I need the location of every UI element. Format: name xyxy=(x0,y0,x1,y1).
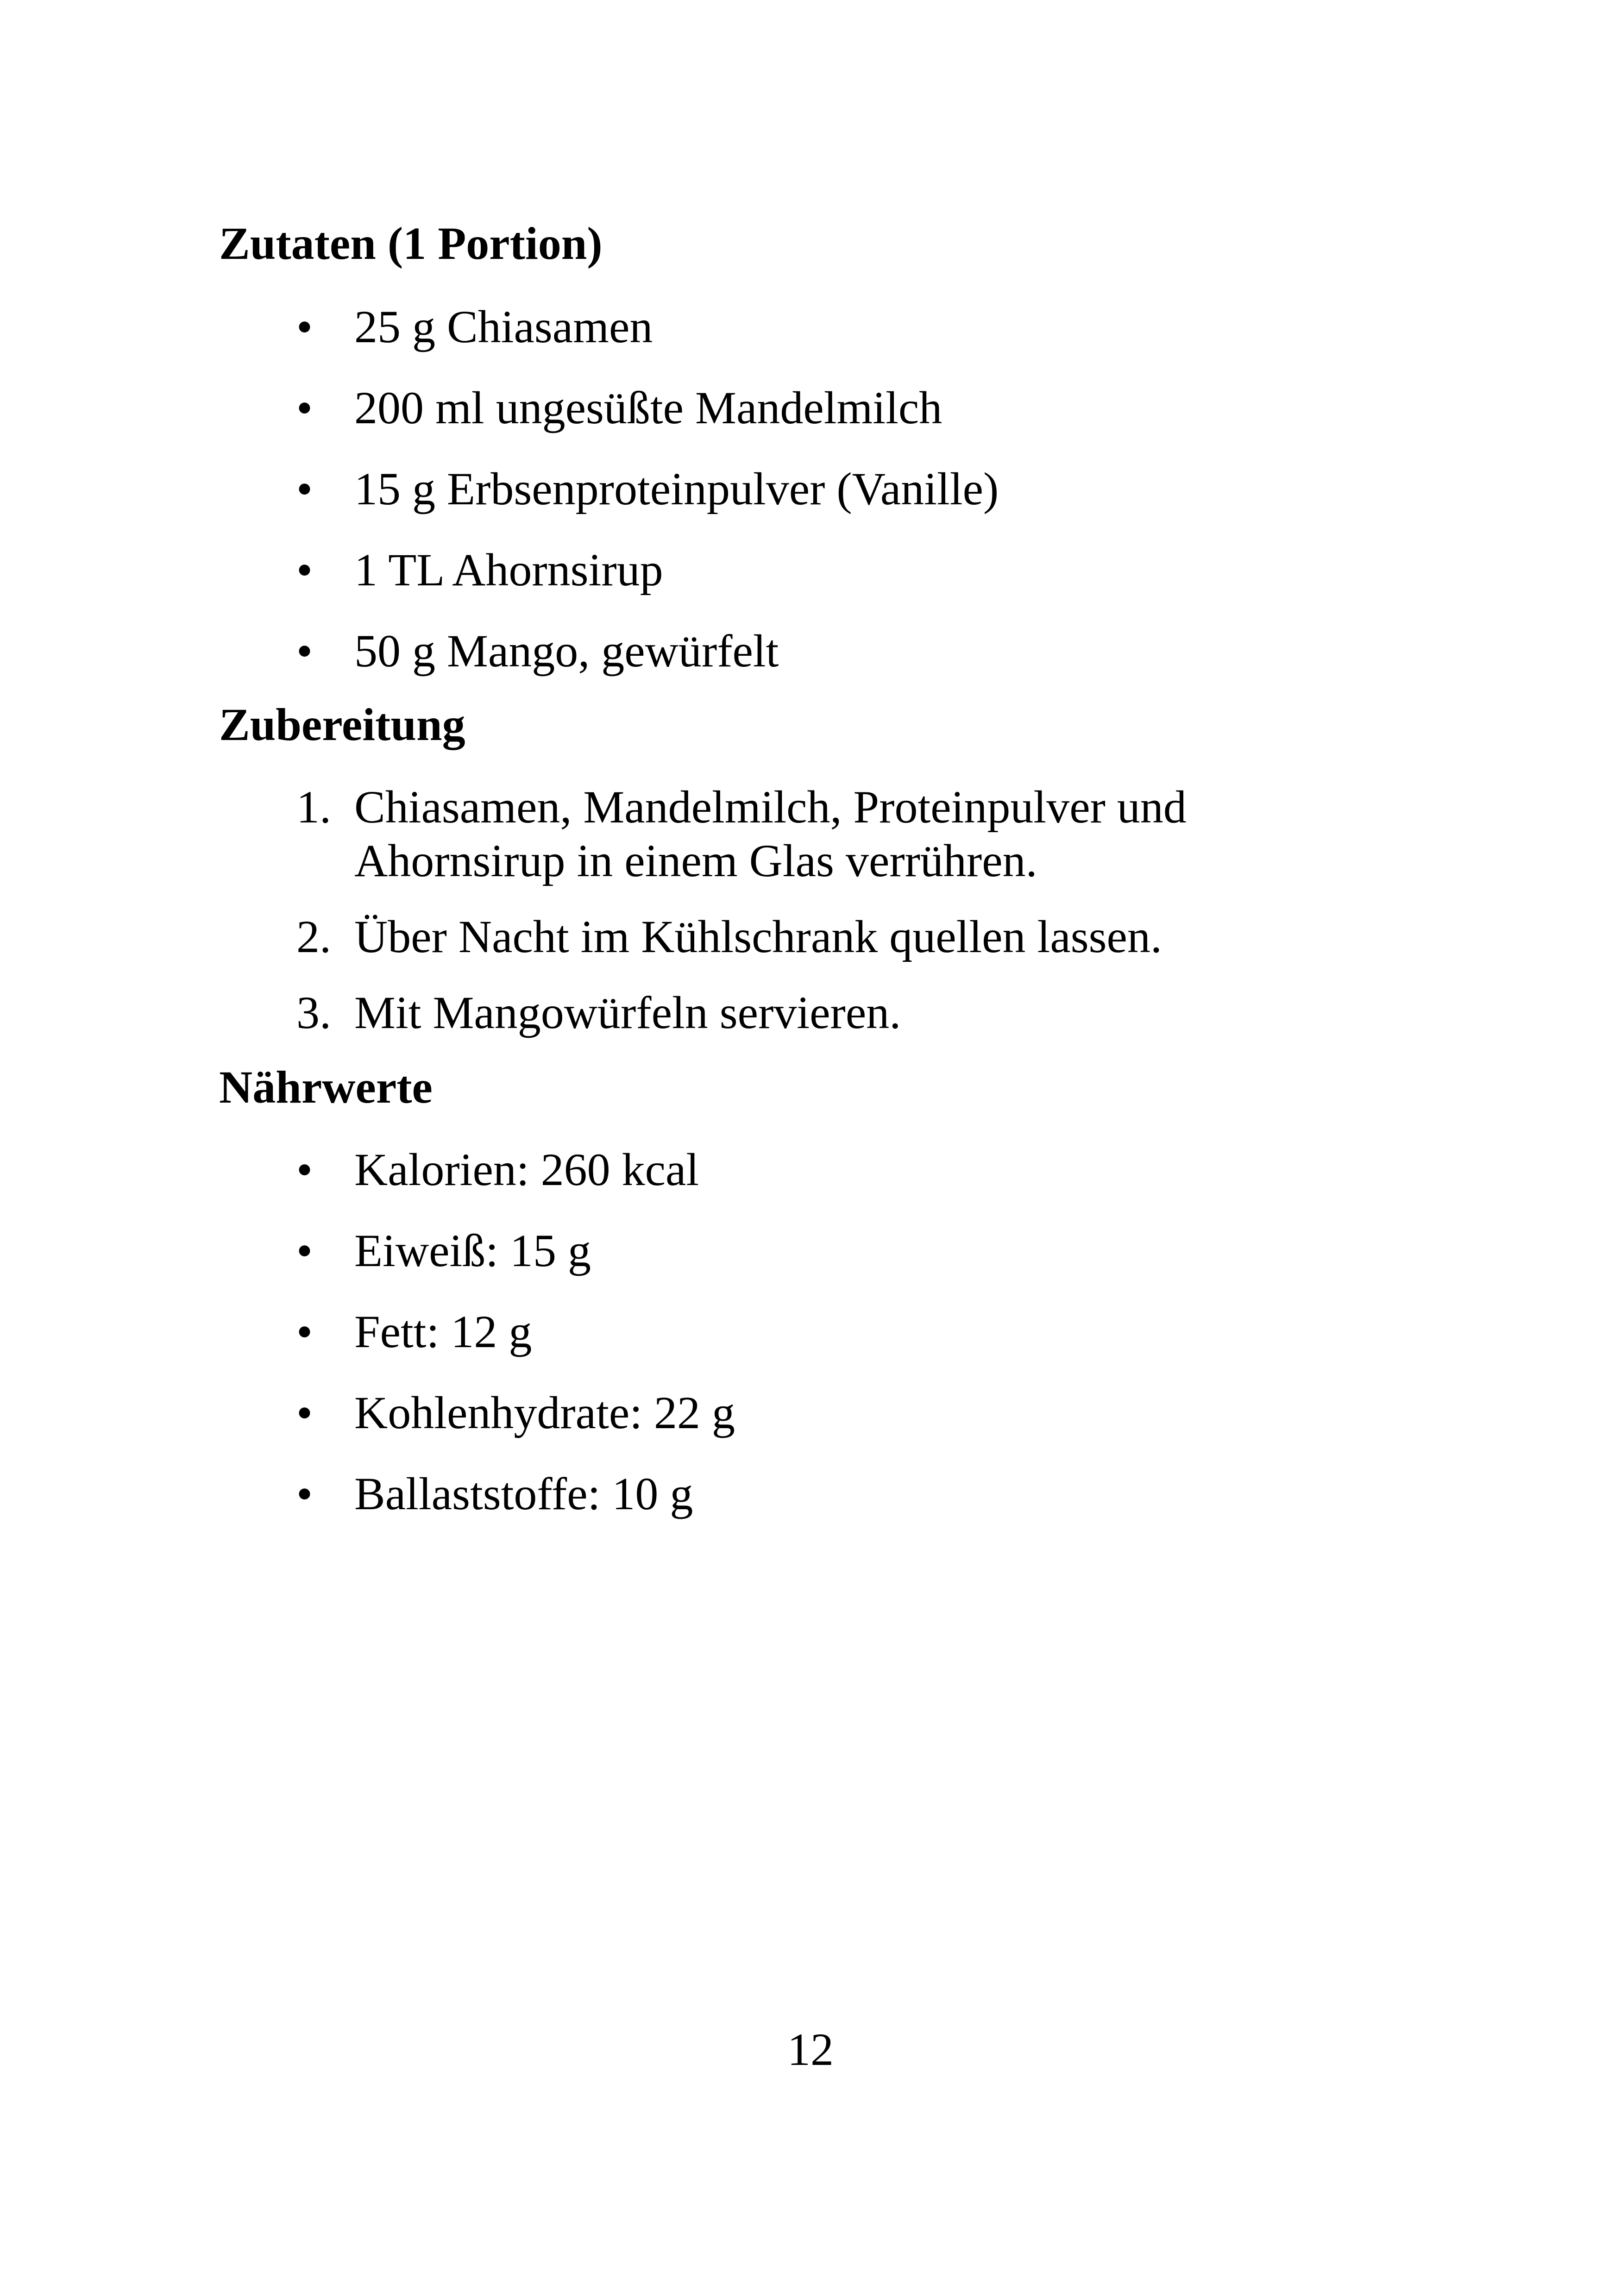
preparation-heading: Zubereitung xyxy=(219,699,465,750)
preparation-steps xyxy=(0,780,1327,1062)
list-item xyxy=(0,381,1327,462)
step-text: Über Nacht im Kühlschrank quellen lassen. xyxy=(354,911,1162,962)
bullet-icon: • xyxy=(296,1144,313,1195)
list-item xyxy=(0,1224,1327,1305)
ingredient-text: 1 TL Ahornsirup xyxy=(354,544,663,596)
list-item xyxy=(0,1305,1327,1386)
step-number: 1. xyxy=(296,781,331,833)
bullet-icon: • xyxy=(296,1225,313,1276)
list-item xyxy=(0,1143,1327,1224)
nutrition-heading: Nährwerte xyxy=(219,1061,433,1113)
list-item xyxy=(0,543,1327,624)
bullet-icon: • xyxy=(296,625,313,677)
ingredient-text: 50 g Mango, gewürfelt xyxy=(354,625,779,677)
nutrition-text: Ballaststoffe: 10 g xyxy=(354,1468,693,1519)
bullet-icon: • xyxy=(296,382,313,433)
ingredients-heading: Zutaten (1 Portion) xyxy=(219,218,603,269)
ingredient-text: 25 g Chiasamen xyxy=(354,301,653,352)
nutrition-text: Fett: 12 g xyxy=(354,1306,532,1357)
bullet-icon: • xyxy=(296,544,313,596)
bullet-icon: • xyxy=(296,1306,313,1357)
bullet-icon: • xyxy=(296,1387,313,1438)
list-item xyxy=(0,986,1327,1040)
ingredient-text: 200 ml ungesüßte Mandelmilch xyxy=(354,382,942,433)
list-item xyxy=(0,1467,1327,1548)
step-number: 3. xyxy=(296,987,331,1038)
list-item xyxy=(0,624,1327,705)
list-item xyxy=(0,910,1327,964)
step-text: Mit Mangowürfeln servieren. xyxy=(354,987,901,1038)
nutrition-list xyxy=(0,1143,1327,1548)
step-number: 2. xyxy=(296,911,331,962)
page-number: 12 xyxy=(787,2024,834,2075)
list-item xyxy=(0,300,1327,381)
ingredients-list xyxy=(0,300,1327,705)
list-item xyxy=(0,780,1327,888)
bullet-icon: • xyxy=(296,1468,313,1519)
nutrition-text: Kalorien: 260 kcal xyxy=(354,1144,699,1195)
nutrition-text: Kohlenhydrate: 22 g xyxy=(354,1387,735,1438)
bullet-icon: • xyxy=(296,463,313,514)
ingredient-text: 15 g Erbsenproteinpulver (Vanille) xyxy=(354,463,999,514)
list-item xyxy=(0,462,1327,543)
nutrition-text: Eiweiß: 15 g xyxy=(354,1225,591,1276)
step-text: Chiasamen, Mandelmilch, Proteinpulver und Ahornsirup in einem Glas verrühren. xyxy=(354,781,1187,886)
list-item xyxy=(0,1386,1327,1467)
bullet-icon: • xyxy=(296,301,313,352)
